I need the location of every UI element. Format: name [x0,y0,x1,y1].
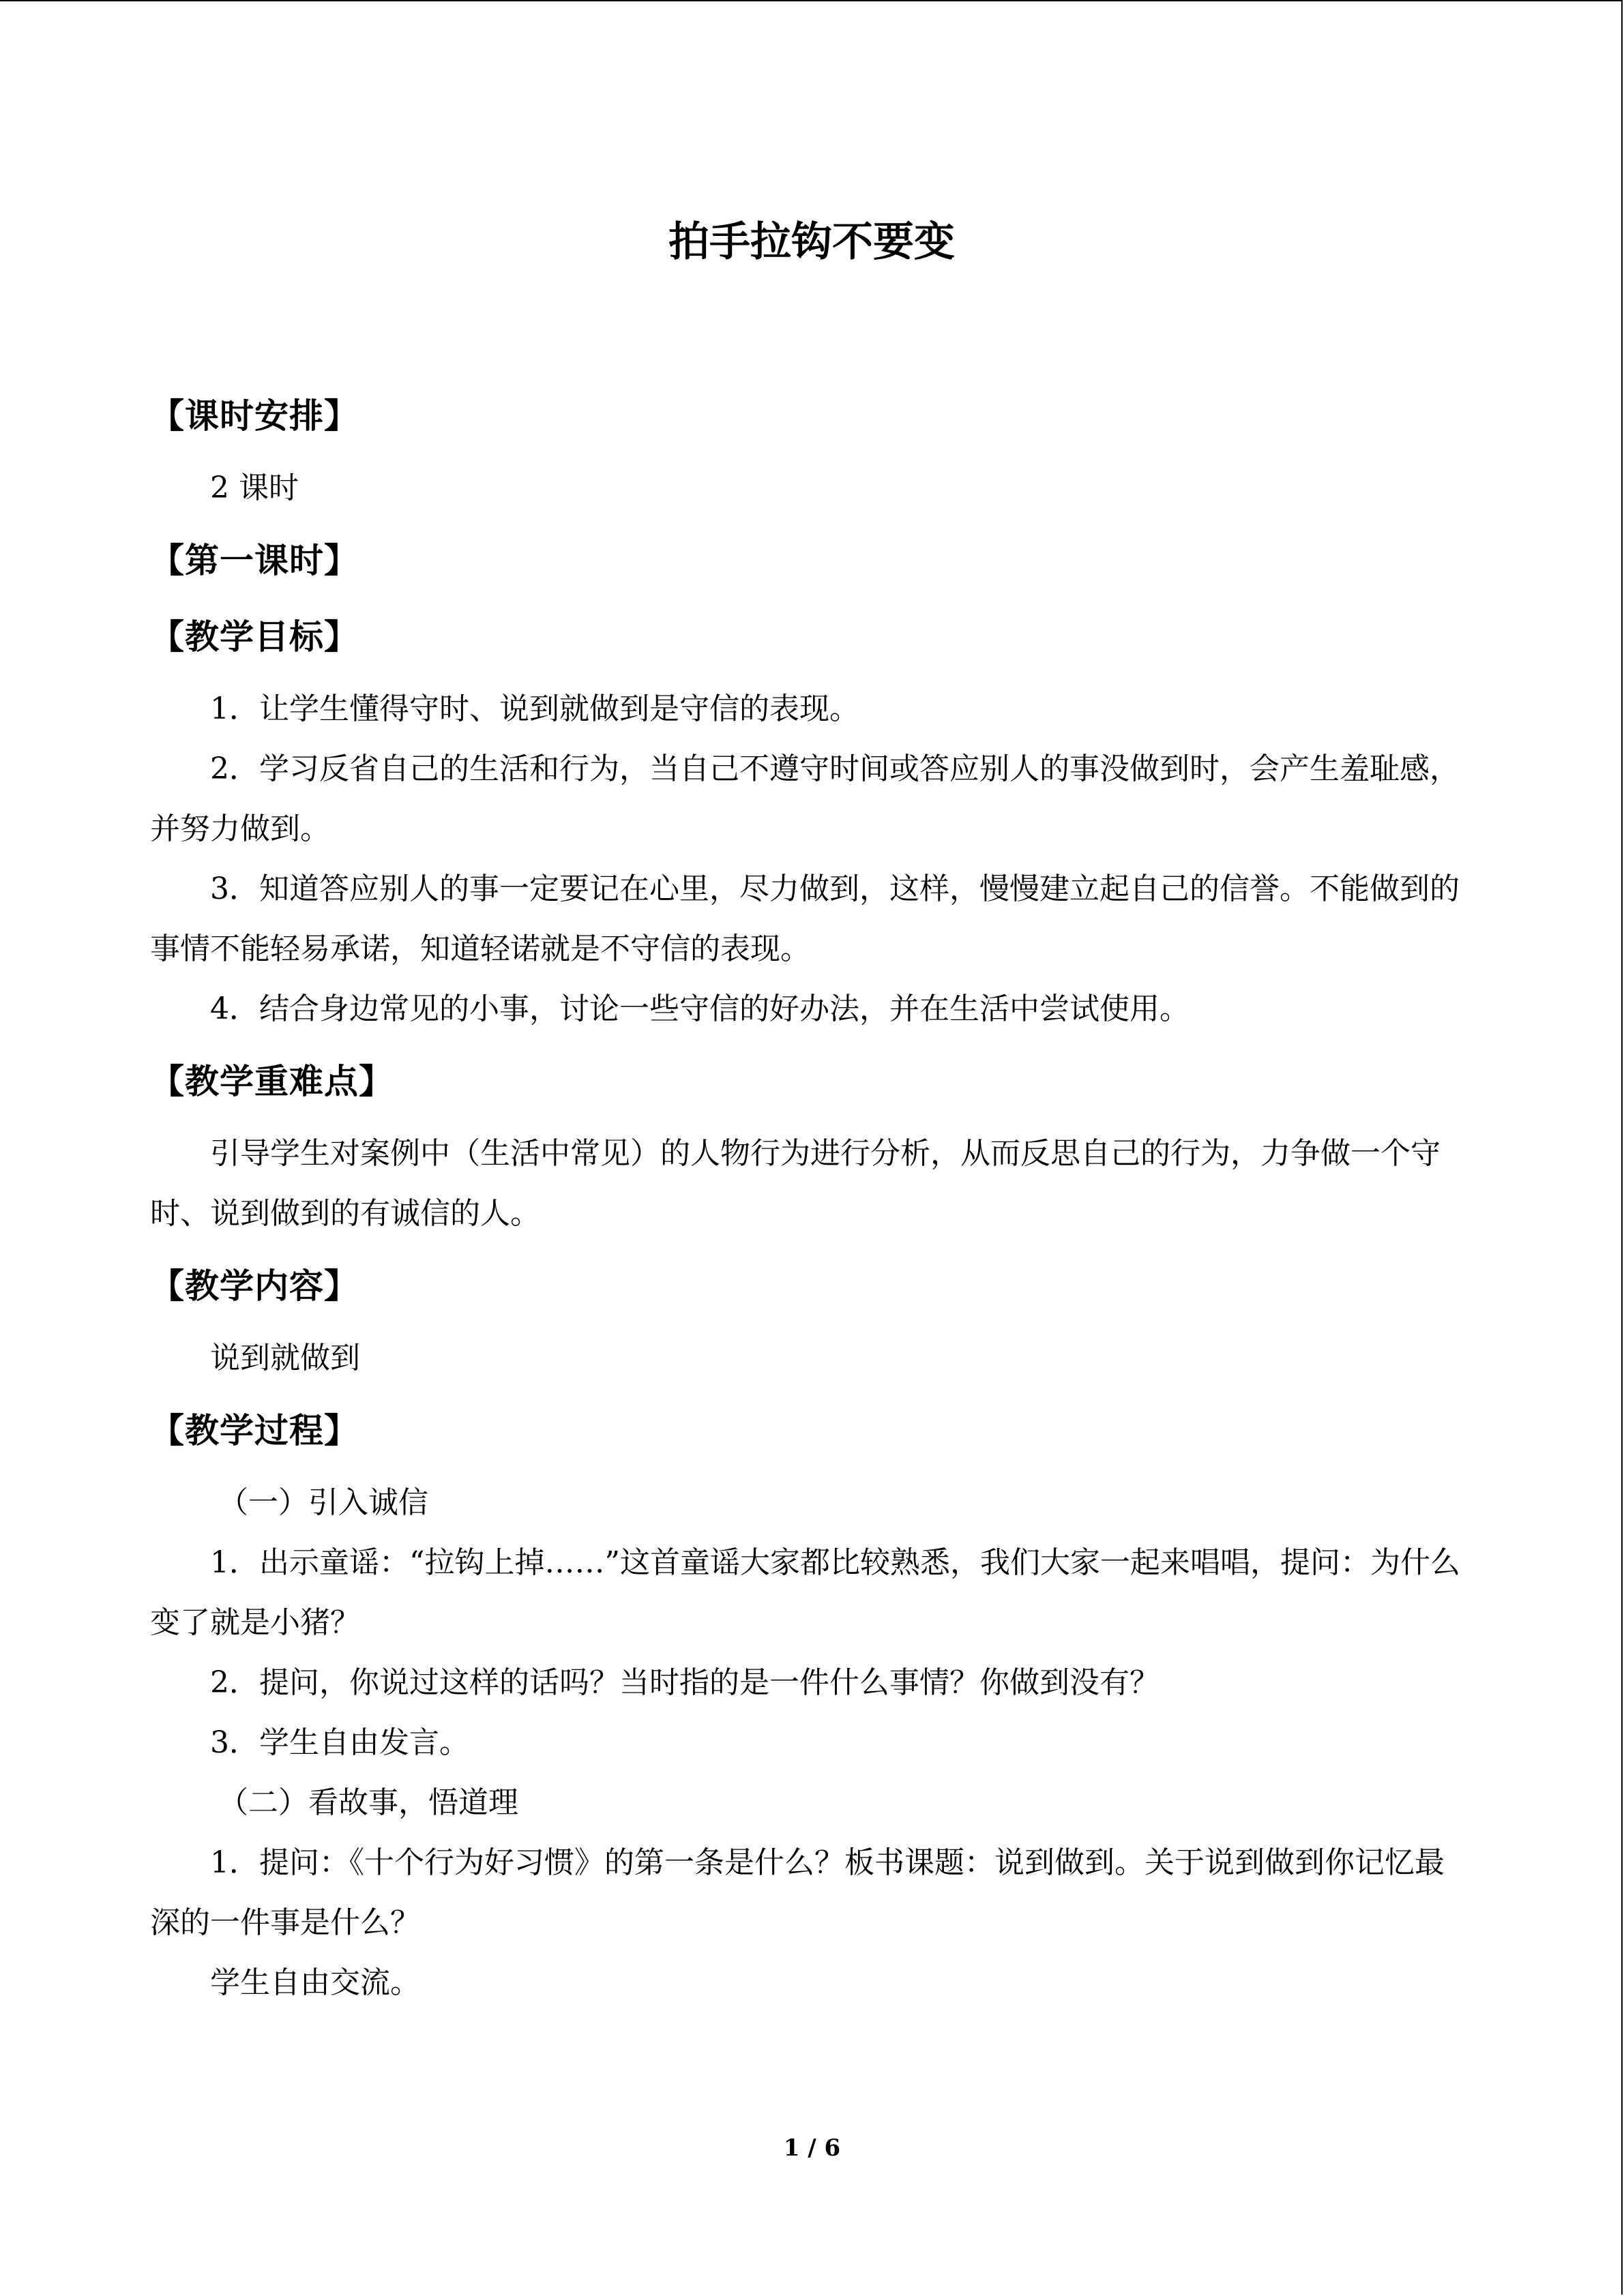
section-teaching-content [150,1252,1473,1388]
process-subheading: （一）引入诚信 [218,1485,428,1520]
section-heading-objectives: 【教学目标】 [150,617,359,657]
schedule-text: 2 课时 [210,471,299,505]
section-lesson-one [150,526,1473,595]
section-heading-process: 【教学过程】 [150,1411,359,1450]
section-heading-lesson-one: 【第一课时】 [150,541,359,580]
objective-item: 1．让学生懂得守时、说到就做到是守信的表现。 [210,691,859,726]
objective-item: 2．学习反省自己的生活和行为，当自己不遵守时间或答应别人的事没做到时，会产生羞耻感，并努力做到。 [150,751,1460,846]
process-line: 学生自由交流。 [210,1965,420,2000]
section-heading-teaching-content: 【教学内容】 [150,1266,359,1306]
process-subheading: （二）看故事，悟道理 [218,1785,518,1820]
objective-item: 3．知道答应别人的事一定要记在心里，尽力做到，这样，慢慢建立起自己的信誉。不能做到的事情不能轻易承诺，知道轻诺就是不守信的表现。 [150,871,1460,966]
teaching-content-text: 说到就做到 [210,1341,360,1375]
process-line: 1．出示童谣：“拉钩上掉……”这首童谣大家都比较熟悉，我们大家一起来唱唱，提问：为什么变了就是小猪？ [150,1545,1460,1640]
section-heading-key-points: 【教学重难点】 [150,1062,394,1101]
key-points-text: 引导学生对案例中（生活中常见）的人物行为进行分析，从而反思自己的行为，力争做一个守时、说到做到的有诚信的人。 [150,1136,1441,1231]
process-line: 1．提问：《十个行为好习惯》的第一条是什么？板书课题：说到做到。关于说到做到你记忆最深的一件事是什么？ [150,1845,1445,1940]
document-body [150,205,1473,2013]
section-schedule [150,382,1473,518]
section-key-points [150,1047,1473,1244]
section-objectives [150,603,1473,1039]
process-line: 2．提问，你说过这样的话吗？当时指的是一件什么事情？你做到没有？ [210,1665,1160,1700]
page-number: 1 / 6 [783,2134,841,2162]
document-title: 拍手拉钩不要变 [668,218,955,266]
objective-item: 4．结合身边常见的小事，讨论一些守信的好办法，并在生活中尝试使用。 [210,992,1190,1026]
section-process [150,1397,1473,2013]
process-line: 3．学生自由发言。 [210,1725,469,1760]
section-heading-schedule: 【课时安排】 [150,396,359,436]
